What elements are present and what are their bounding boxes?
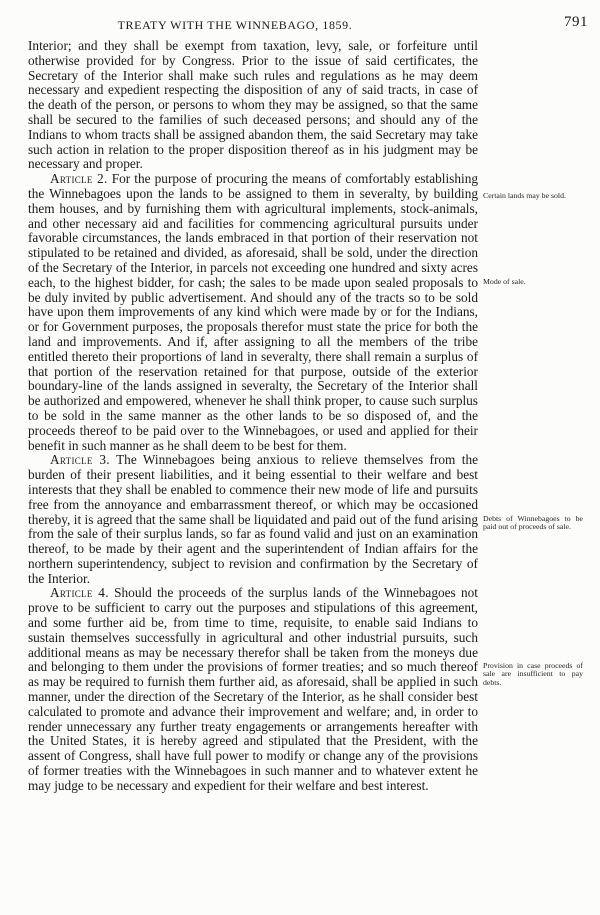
- article-3-label: Article 3.: [50, 452, 110, 468]
- margin-note-provision: Provision in case proceeds of sale are insufficient to pay debts.: [483, 661, 583, 687]
- running-head: TREATY WITH THE WINNEBAGO, 1859.: [117, 18, 353, 32]
- article-2-paragraph: [28, 172, 478, 453]
- article-2-text: For the purpose of procuring the means of comfortably establishing the Winnebagoes upon the lands to be assigned to them in severalty, by building them houses, and by furnishing them with agricultural implements, stock-animals, and other necessary aid and facilities for commencing agricultural pursuits under favorable circumstances, the lands embraced in that portion of their reservation not stipulated to be retained and divided, as aforesaid, shall be sold, under the direction of the Secretary of the Interior, in parcels not exceeding one hundred and sixty acres each, to the highest bidder, for cash; the sales to be made upon sealed proposals to be duly invited by public advertisement. And should any of the tracts so to be sold have upon them improvements of any kind which were made by or for the Indians, or for Government purposes, the proposals therefor must state the price for both the land and improvements. And if, after assigning to all the members of the tribe entitled thereto their proportions of land in severalty, there shall remain a surplus of that portion of the reservation retained for that purpose, outside of the exterior boundary-line of the lands assigned in severalty, the Secretary of the Interior shall be authorized and empowered, whenever he shall think proper, to cause such surplus to be sold in the same manner as the other lands to be so disposed of, and the proceeds thereof to be paid over to the Winnebagoes, or used and applied for their benefit in such manner as he shall deem to be best for them.: [28, 171, 478, 453]
- margin-note-certain-lands: Certain lands may be sold.: [483, 191, 566, 200]
- margin-note-debts: Debts of Winnebagoes to be paid out of proceeds of sale.: [483, 514, 583, 532]
- article-4-paragraph: [28, 586, 478, 793]
- margin-note-mode-of-sale: Mode of sale.: [483, 277, 526, 286]
- page-number: 791: [564, 14, 588, 30]
- treaty-body-text: [28, 39, 478, 794]
- article-3-text: The Winnebagoes being anxious to relieve themselves from the burden of their present liabilities, and it being essential to their welfare and best interests that they shall be enabled to commence their new mode of life and pursuits free from the annoyance and embarrassment thereof, or which may be occasioned thereby, it is agreed that the same shall be liquidated and paid out of the fund arising from the sale of their surplus lands, so far as found valid and just on an examination thereof, to be made by their agent and the superintendent of Indian affairs for the northern superintendency, subject to revision and confirmation by the Secretary of the Interior.: [28, 452, 478, 586]
- article-4-text: Should the proceeds of the surplus lands of the Winnebagoes not prove to be sufficient to carry out the purposes and stipulations of this agreement, and some further aid be, from time to time, requisite, to enable said Indians to sustain themselves successfully in agricultural and other industrial pursuits, such additional means as may be necessary therefor shall be taken from the moneys due and belonging to them under the provisions of former treaties; and so much thereof as may be required to furnish them further aid, as aforesaid, shall be applied in such manner, under the direction of the Secretary of the Interior, as he shall consider best calculated to promote and advance their improvement and welfare; and, in order to render unnecessary any further treaty engagements or arrangements hereafter with the United States, it is hereby agreed and stipulated that the President, with the assent of Congress, shall have full power to modify or change any of the provisions of former treaties with the Winnebagoes in such manner and to whatever extent he may judge to be necessary and expedient for their welfare and best interest.: [28, 585, 478, 793]
- article-2-label: Article 2.: [50, 171, 108, 187]
- article-3-paragraph: [28, 453, 478, 586]
- paragraph-continuation: Interior; and they shall be exempt from taxation, levy, sale, or forfeiture until otherwise provided for by Congress. Prior to the issue of said certificates, the Secretary of the Interior shall make such rules and regulations as he may deem necessary and expedient respecting the disposition of any of said tracts, in case of the death of the person, or persons to whom they may be assigned, so that the same shall be secured to the families of such deceased persons; and should any of the Indians to whom tracts shall be assigned abandon them, the said Secretary may take such action in relation to the proper disposition thereof as in his judgment may be necessary and proper.: [28, 38, 478, 172]
- article-4-label: Article 4.: [50, 585, 109, 601]
